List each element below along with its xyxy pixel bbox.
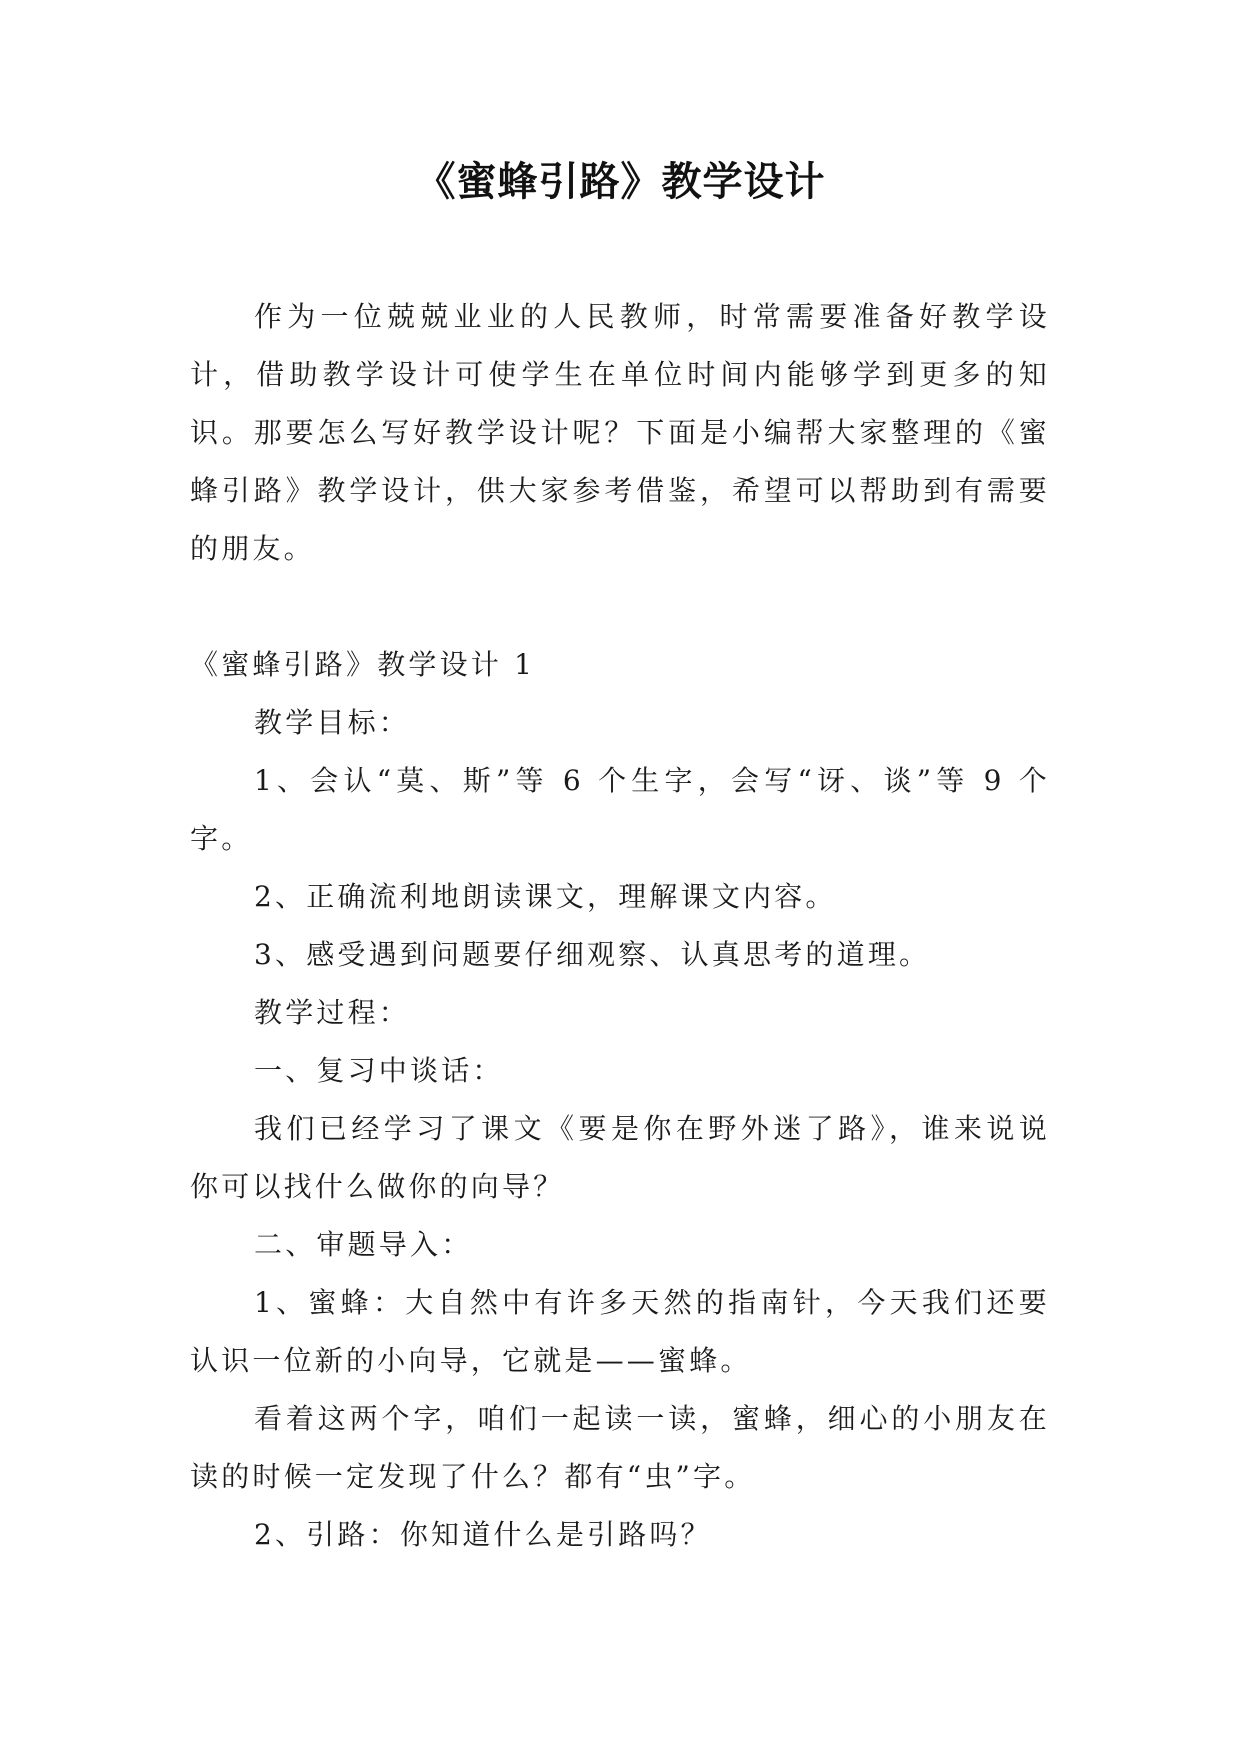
paragraph-step-2-item-1: 1、蜜蜂：大自然中有许多天然的指南针，今天我们还要认识一位新的小向导，它就是——蜜蜂。 [190,1286,1050,1377]
paragraph-step-1-title: 一、复习中谈话： [254,1054,504,1087]
paragraph-goal-1: 1、会认“莫、斯”等 6 个生字，会写“讶、谈”等 9 个字。 [190,764,1050,855]
section-heading: 《蜜蜂引路》教学设计 1 [190,648,536,681]
paragraph-goal-3: 3、感受遇到问题要仔细观察、认真思考的道理。 [254,938,931,971]
intro-paragraph: 作为一位兢兢业业的人民教师，时常需要准备好教学设计，借助教学设计可使学生在单位时间内能够学到更多的知识。那要怎么写好教学设计呢？下面是小编帮大家整理的《蜜蜂引路》教学设计，供大家参考借鉴，希望可以帮助到有需要的朋友。 [190,300,1050,565]
paragraph-step-1-body: 我们已经学习了课文《要是你在野外迷了路》，谁来说说你可以找什么做你的向导？ [190,1112,1050,1203]
document-title: 《蜜蜂引路》教学设计 [415,159,826,205]
document-body [190,288,1050,1564]
paragraph-step-2-title: 二、审题导入： [254,1228,473,1261]
paragraph-step-2-detail: 看着这两个字，咱们一起读一读，蜜蜂，细心的小朋友在读的时候一定发现了什么？都有“虫”字。 [190,1402,1050,1493]
paragraph-teaching-goals-label: 教学目标： [254,706,411,739]
paragraph-spacer [190,578,1050,636]
paragraph-teaching-process-label: 教学过程： [254,996,411,1029]
paragraph-step-2-item-2: 2、引路：你知道什么是引路吗？ [254,1518,712,1551]
paragraph-goal-2: 2、正确流利地朗读课文，理解课文内容。 [254,880,837,913]
